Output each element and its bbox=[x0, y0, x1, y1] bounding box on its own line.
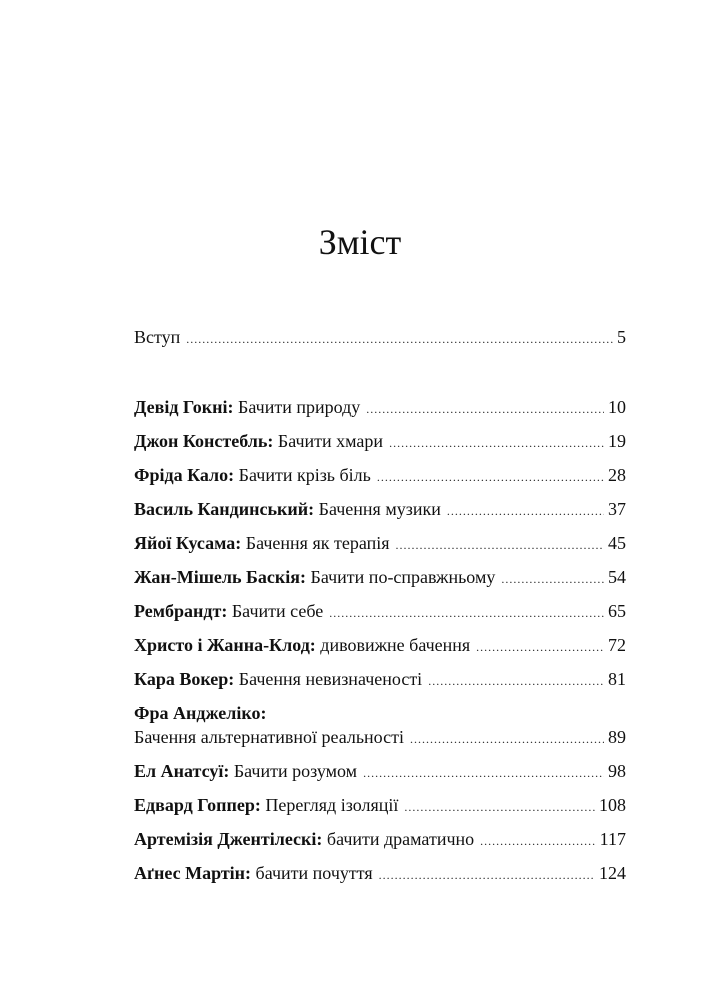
toc-entry-title: Бачити природу bbox=[238, 397, 361, 417]
dot-leader bbox=[447, 498, 604, 522]
toc-entry-author: Жан-Мішель Баскія: bbox=[134, 567, 307, 587]
toc-page-number: 81 bbox=[608, 669, 626, 689]
dot-leader bbox=[410, 726, 604, 750]
dot-leader bbox=[329, 600, 604, 624]
toc-entry bbox=[134, 464, 626, 488]
toc-page-number: 98 bbox=[608, 761, 626, 781]
toc-entry-intro bbox=[134, 326, 626, 350]
dot-leader bbox=[363, 760, 604, 784]
toc-entry-author: Ел Анатсуї: bbox=[134, 761, 230, 781]
toc-entry-title: Перегляд ізоляції bbox=[265, 795, 399, 815]
toc-page-number: 89 bbox=[608, 727, 626, 747]
toc-page-number: 37 bbox=[608, 499, 626, 519]
toc-entry-title: бачити драматично bbox=[326, 829, 475, 849]
dot-leader bbox=[480, 828, 596, 852]
toc-entry bbox=[134, 498, 626, 522]
toc-entry-title: Бачити крізь біль bbox=[238, 465, 371, 485]
dot-leader bbox=[428, 668, 604, 692]
toc-entry-author: Василь Кандинський: bbox=[134, 499, 315, 519]
toc-page-number: 28 bbox=[608, 465, 626, 485]
toc-entry-author: Рембрандт: bbox=[134, 601, 228, 621]
toc-page-number: 10 bbox=[608, 397, 626, 417]
toc-entry-title: Бачити розумом bbox=[233, 761, 358, 781]
dot-leader bbox=[476, 634, 604, 658]
toc-entry-title: бачити почуття bbox=[255, 863, 373, 883]
toc-entry bbox=[134, 668, 626, 692]
toc-entry bbox=[134, 760, 626, 784]
toc-entry-title: дивовижне бачення bbox=[320, 635, 471, 655]
toc-entry-author: Христо і Жанна-Клод: bbox=[134, 635, 316, 655]
dot-leader bbox=[501, 566, 604, 590]
toc-entry-title: Бачення альтернативної реальності bbox=[134, 727, 404, 747]
toc-page-number: 65 bbox=[608, 601, 626, 621]
toc-entry-title: Бачити себе bbox=[231, 601, 324, 621]
toc-entry-author: Девід Гокні: bbox=[134, 397, 234, 417]
toc-entry bbox=[134, 726, 626, 750]
dot-leader bbox=[186, 326, 613, 350]
table-of-contents bbox=[134, 0, 626, 1000]
toc-entry-author: Артемізія Джентілескі: bbox=[134, 829, 323, 849]
toc-entry bbox=[134, 794, 626, 818]
toc-page-number: 45 bbox=[608, 533, 626, 553]
toc-entry-title: Бачення музики bbox=[318, 499, 441, 519]
toc-entry-author: Кара Вокер: bbox=[134, 669, 235, 689]
toc-entry bbox=[134, 532, 626, 556]
toc-entry bbox=[134, 600, 626, 624]
dot-leader bbox=[396, 532, 604, 556]
toc-page-number: 19 bbox=[608, 431, 626, 451]
toc-entry bbox=[134, 828, 626, 852]
toc-entry-author: Джон Констебль: bbox=[134, 431, 274, 451]
toc-entry bbox=[134, 634, 626, 658]
toc-entry bbox=[134, 430, 626, 454]
toc-entry-author: Аґнес Мартін: bbox=[134, 863, 252, 883]
toc-page-number: 117 bbox=[599, 829, 626, 849]
toc-entry-author: Фра Анджеліко: bbox=[134, 703, 267, 723]
toc-entry-title: Бачити хмари bbox=[277, 431, 384, 451]
toc-entry-author: Фріда Кало: bbox=[134, 465, 235, 485]
toc-entry bbox=[134, 396, 626, 420]
toc-entry-title: Вступ bbox=[134, 327, 181, 347]
toc-entry bbox=[134, 566, 626, 590]
toc-entry-title: Бачення невизначеності bbox=[238, 669, 423, 689]
dot-leader bbox=[377, 464, 604, 488]
toc-page-number: 72 bbox=[608, 635, 626, 655]
dot-leader bbox=[379, 862, 595, 886]
toc-entry-author: Едвард Гоппер: bbox=[134, 795, 261, 815]
toc-entry-author: Яйої Кусама: bbox=[134, 533, 242, 553]
dot-leader bbox=[366, 396, 604, 420]
toc-page-number: 108 bbox=[599, 795, 626, 815]
toc-page-number: 54 bbox=[608, 567, 626, 587]
toc-page-number: 124 bbox=[599, 863, 626, 883]
toc-entry-title: Бачити по-справжньому bbox=[310, 567, 496, 587]
dot-leader bbox=[389, 430, 604, 454]
page-title: Зміст bbox=[318, 222, 402, 262]
dot-leader bbox=[404, 794, 595, 818]
toc-page-number: 5 bbox=[617, 327, 626, 347]
toc-entry-title: Бачення як терапія bbox=[245, 533, 390, 553]
toc-entry bbox=[134, 862, 626, 886]
